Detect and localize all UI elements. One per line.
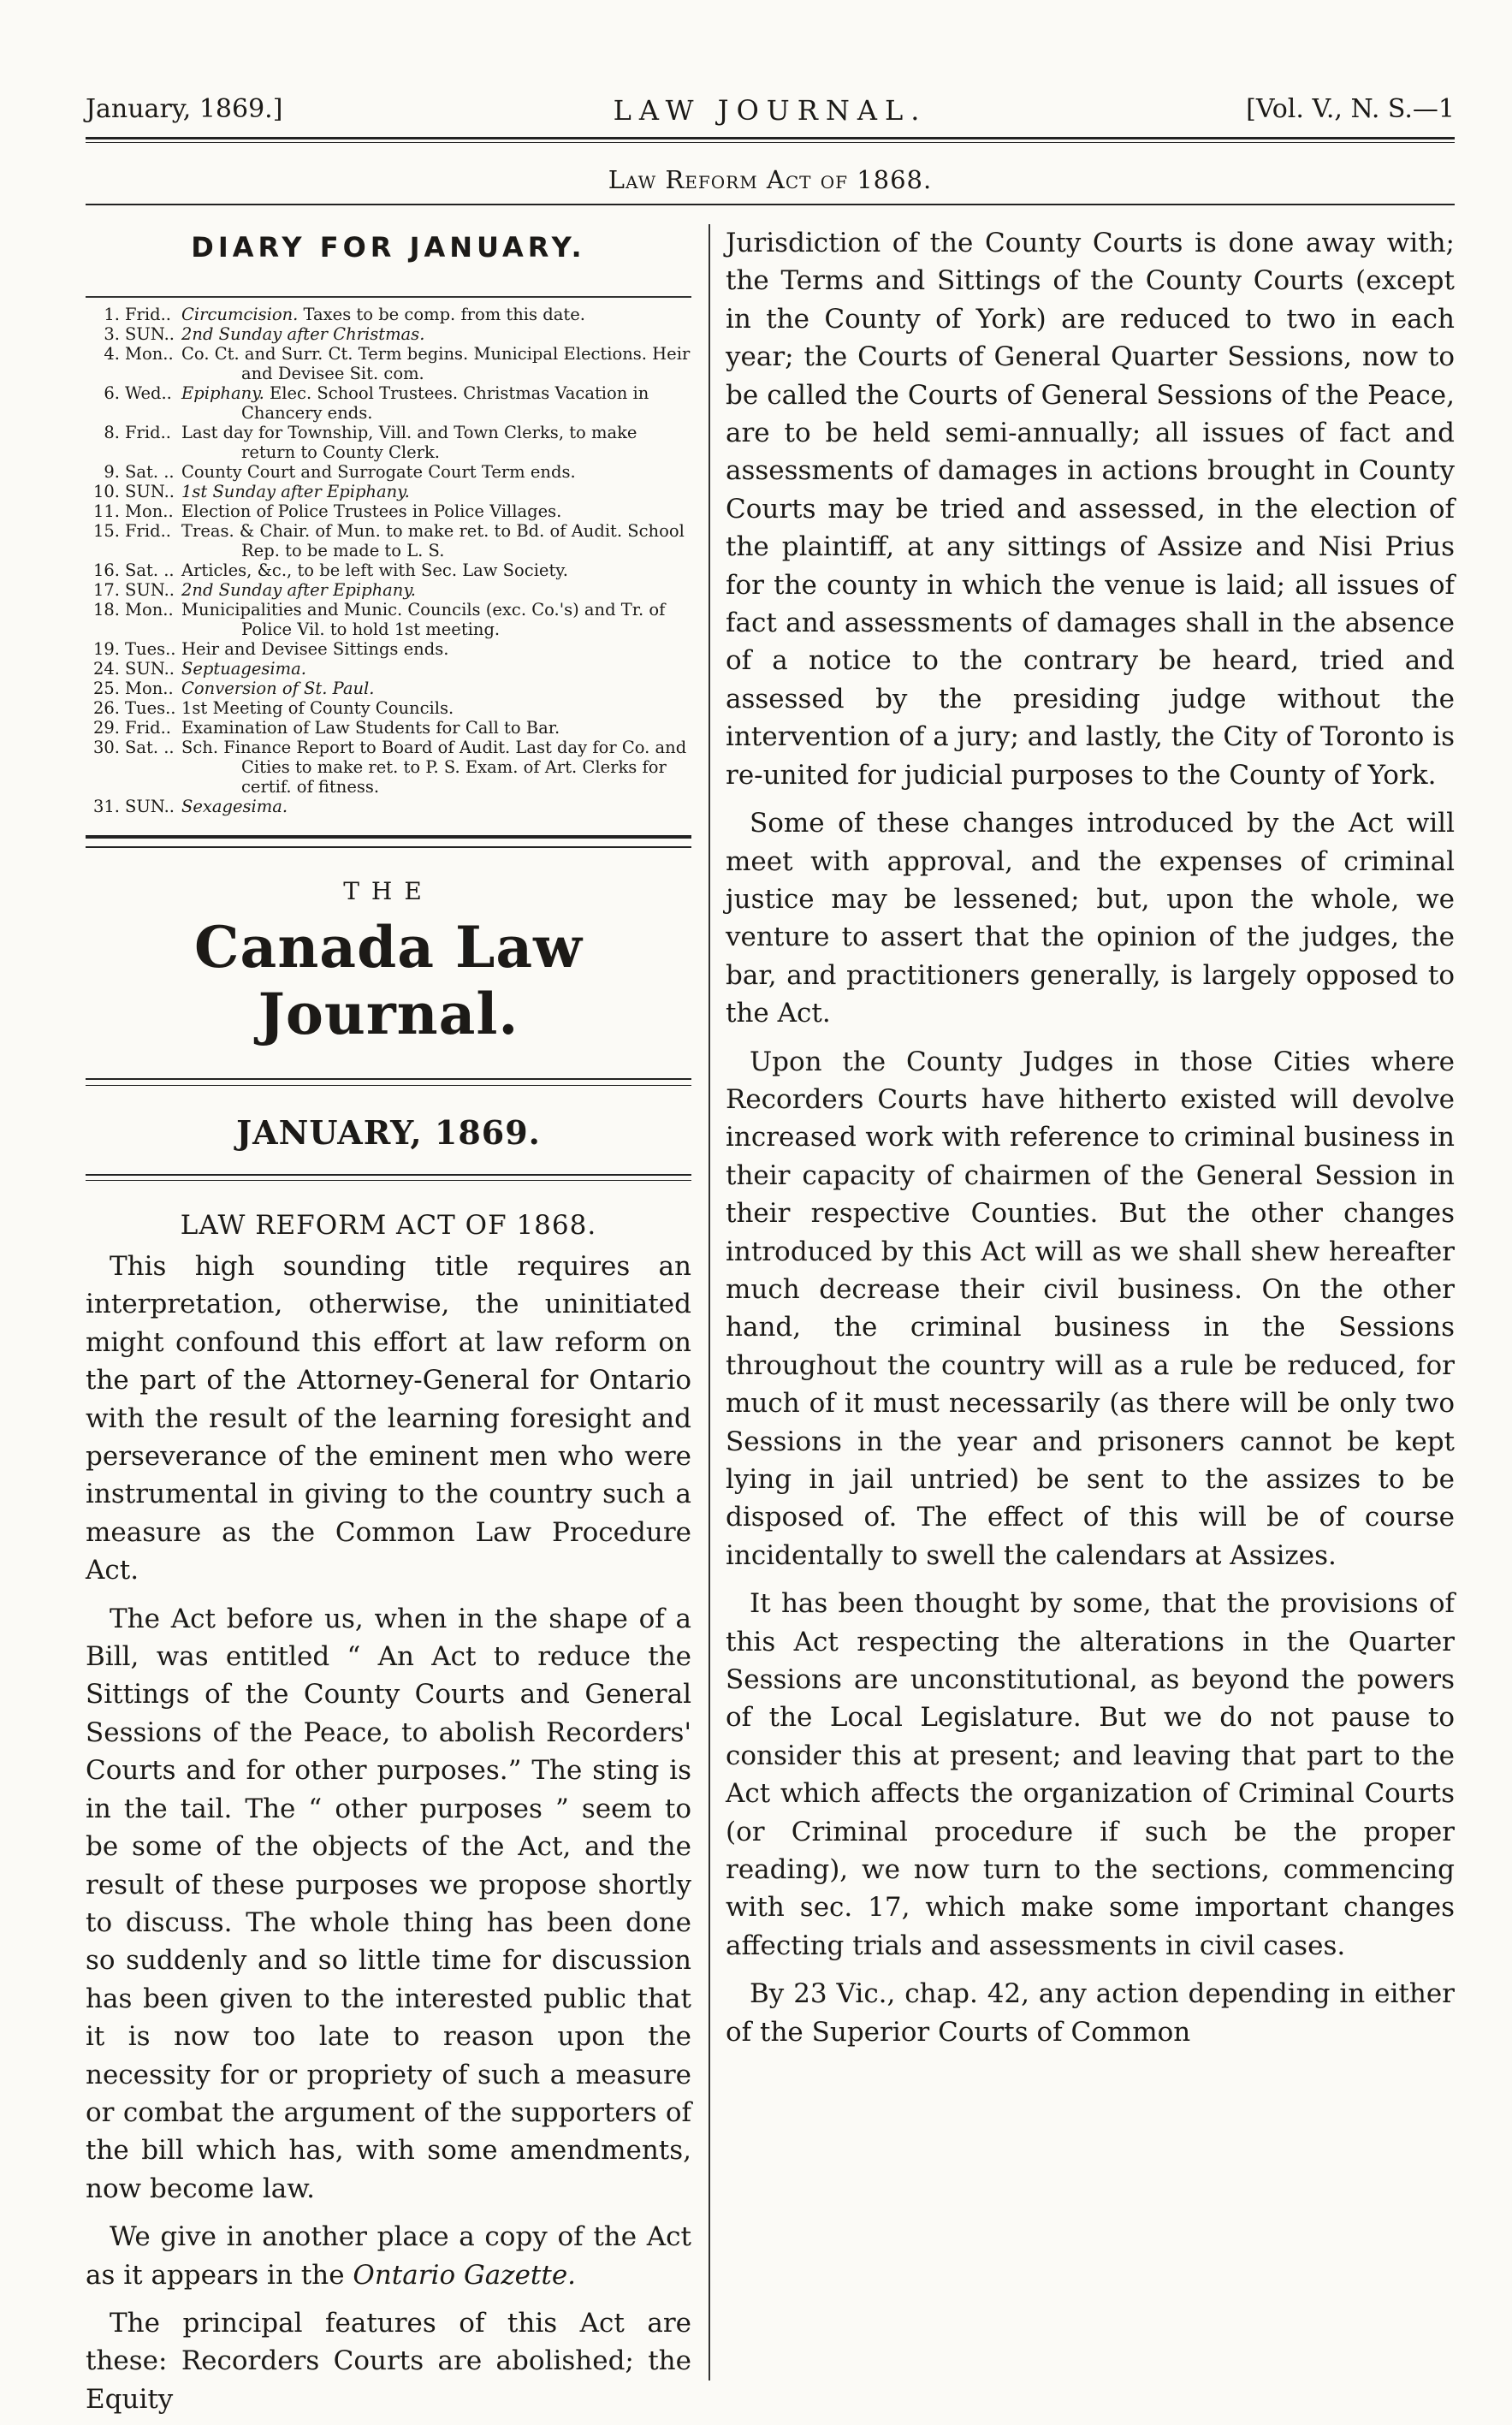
diary-day-number: 11. — [92, 501, 120, 521]
diary-entry — [86, 659, 691, 679]
diary-day-number: 6. — [104, 383, 120, 403]
diary-day-number: 17. — [92, 580, 120, 600]
diary-entry — [86, 482, 691, 501]
diary-entry — [86, 639, 691, 659]
paragraph: Jurisdiction of the County Courts is done away with; the Terms and Sittings of the County Courts (except in the County of York) are reduced to two in each year; the Courts of General Quarter Sessions, now to be called the Courts of General Sessions of the Peace, are to be held semi-annually; all issues of fact and assessments of damages in actions brought in County Courts may be tried and assessed, in the election of the plaintiff, at any sittings of Assize and Nisi Prius for the county in which the venue is laid; all issues of fact and assessments of damages shall in the absence of a notice to the contrary be heard, tried and assessed by the presiding judge without the intervention of a jury; and lastly, the City of Toronto is re-united for judicial purposes to the County of York. — [726, 228, 1455, 791]
diary-entry — [86, 580, 691, 600]
journal-page — [86, 0, 1455, 2425]
diary-event: Sexagesima. — [181, 797, 288, 816]
paragraph-text: We give in another place a copy of the Act as it appears in the — [86, 2221, 691, 2291]
diary-day-number: 29. — [92, 718, 120, 738]
diary-weekday: Mon.. — [125, 600, 174, 620]
diary-event: Heir and Devisee Sittings ends. — [181, 639, 449, 659]
journal-name: LAW JOURNAL. — [613, 94, 928, 127]
diary-day-number: 3. — [104, 324, 120, 344]
diary-weekday: Mon.. — [125, 501, 174, 521]
diary-day-number: 8. — [104, 423, 120, 442]
paragraph: The Act before us, when in the shape of a Bill, was entitled “ An Act to reduce the Sittings of the County Courts and General Sessions of the Peace, to abolish Recorders' Courts and for other purposes.” The sting is in the tail. The “ other purposes ” seem to be some of the objects of the Act, and the result of these purposes we propose shortly to discuss. The whole thing has been done so suddenly and so little time for discussion has been given to the interested public that it is now too late to reason upon the necessity for or propriety of such a measure or combat the argument of the supporters of the bill which has, with some amendments, now become law. — [86, 1603, 691, 2204]
masthead-the: THE — [343, 877, 434, 905]
diary-event: 2nd Sunday after Epiphany. — [181, 580, 416, 600]
diary-entry — [86, 305, 691, 324]
diary-weekday: Frid.. — [125, 718, 171, 738]
diary-event: Municipalities and Munic. Councils (exc. Co.'s) and Tr. of Police Vil. to hold 1st meeting. — [181, 600, 666, 639]
diary-weekday: SUN.. — [125, 659, 175, 679]
diary-title: DIARY FOR JANUARY. — [191, 231, 586, 264]
diary-day-number: 10. — [92, 482, 120, 501]
diary-event: Epiphany. Elec. School Trustees. Christmas Vacation in Chancery ends. — [181, 383, 649, 423]
diary-entry — [86, 501, 691, 521]
diary-weekday: Mon.. — [125, 679, 174, 698]
diary-entry — [86, 383, 691, 423]
gazette-name: Ontario Gazette. — [353, 2259, 577, 2291]
diary-event: Examination of Law Students for Call to Bar. — [181, 718, 560, 738]
masthead-title: Canada Law Journal. — [194, 914, 583, 1047]
diary-entry — [86, 423, 691, 462]
diary-event: County Court and Surrogate Court Term ends. — [181, 462, 576, 482]
section-rule — [86, 204, 1455, 205]
diary-day-number: 26. — [92, 698, 120, 718]
diary-weekday: Tues.. — [125, 698, 176, 718]
diary-entry — [86, 560, 691, 580]
diary-weekday: SUN.. — [125, 482, 175, 501]
diary-weekday: Sat. .. — [125, 738, 175, 757]
diary-weekday: Frid.. — [125, 423, 171, 442]
diary-weekday: SUN.. — [125, 324, 175, 344]
diary-day-number: 9. — [104, 462, 120, 482]
diary-day-number: 19. — [92, 639, 120, 659]
diary-weekday: SUN.. — [125, 580, 175, 600]
paragraph: The principal features of this Act are these: Recorders Courts are abolished; the Equity — [86, 2307, 691, 2415]
right-column — [726, 224, 1455, 2051]
paragraph: Upon the County Judges in those Cities where Recorders Courts have hitherto existed will devolve increased work with reference to criminal business in their capacity of chairmen of the General Session in their respective Counties. But the other changes introduced by this Act will as we shall shew hereafter much decrease their civil business. On the other hand, the criminal business in the Sessions throughout the country will as a rule be reduced, for much of it must necessarily (as there will be only two Sessions in the year and prisoners cannot be kept lying in jail untried) be sent to the assizes to be disposed of. The effect of this will be of course incidentally to swell the calendars at Assizes. — [726, 1046, 1455, 1571]
paragraph: By 23 Vic., chap. 42, any action depending in either of the Superior Courts of Common — [726, 1978, 1455, 2048]
diary-list — [86, 296, 691, 816]
diary-event: Circumcision. Taxes to be comp. from this date. — [181, 305, 585, 324]
diary-day-number: 24. — [92, 659, 120, 679]
diary-entry — [86, 324, 691, 344]
diary-entry — [86, 462, 691, 482]
left-column — [86, 224, 691, 2418]
running-header — [86, 94, 1455, 137]
diary-event: Co. Ct. and Surr. Ct. Term begins. Municipal Elections. Heir and Devisee Sit. com. — [181, 344, 691, 383]
diary-entry — [86, 679, 691, 698]
diary-weekday: Frid.. — [125, 521, 171, 541]
diary-entry — [86, 738, 691, 797]
diary-weekday: Frid.. — [125, 305, 171, 324]
diary-feast: Circumcision. — [181, 305, 299, 324]
diary-event: Septuagesima. — [181, 659, 306, 679]
diary-entry — [86, 600, 691, 639]
diary-event: 2nd Sunday after Christmas. — [181, 324, 425, 344]
paragraph: It has been thought by some, that the provisions of this Act respecting the alterations in the Quarter Sessions are unconstitutional, as beyond the powers of the Local Legislature. But we do not pause to consider this at present; and leaving that part to the Act which affects the organization of Criminal Courts (or Criminal procedure if such be the proper reading), we now turn to the sections, commencing with sec. 17, which make some important changes affecting trials and assessments in civil cases. — [726, 1588, 1455, 1961]
diary-event: Treas. & Chair. of Mun. to make ret. to Bd. of Audit. School Rep. to be made to L. S. — [181, 521, 685, 560]
diary-event: Sch. Finance Report to Board of Audit. Last day for Co. and Cities to make ret. to P. S. Exam. of Art. Clerks for certif. of fitness. — [181, 738, 687, 797]
diary-entry — [86, 344, 691, 383]
diary-day-number: 16. — [92, 560, 120, 580]
issue-rule — [86, 1174, 691, 1181]
diary-weekday: Mon.. — [125, 344, 174, 364]
diary-entry — [86, 797, 691, 816]
diary-entry — [86, 521, 691, 560]
diary-event: 1st Sunday after Epiphany. — [181, 482, 410, 501]
issue-date: JANUARY, 1869. — [236, 1113, 541, 1152]
diary-day-number: 25. — [92, 679, 120, 698]
diary-weekday: Sat. .. — [125, 462, 175, 482]
diary-entry — [86, 698, 691, 718]
diary-rule — [86, 835, 691, 848]
paragraph: Some of these changes introduced by the Act will meet with approval, and the expenses of criminal justice may be lessened; but, upon the whole, we venture to assert that the opinion of the judges, the bar, and practitioners generally, is largely opposed to the Act. — [726, 808, 1455, 1029]
diary-day-number: 4. — [104, 344, 120, 364]
diary-event: Conversion of St. Paul. — [181, 679, 375, 698]
column-divider — [709, 224, 710, 2381]
header-date: January, 1869.] — [86, 94, 283, 124]
header-rule — [86, 137, 1455, 143]
diary-weekday: SUN.. — [125, 797, 175, 816]
diary-day-number: 1. — [104, 305, 120, 324]
diary-event: 1st Meeting of County Councils. — [181, 698, 454, 718]
diary-event: Last day for Township, Vill. and Town Clerks, to make return to County Clerk. — [181, 423, 637, 462]
diary-event: Election of Police Trustees in Police Villages. — [181, 501, 562, 521]
diary-day-number: 18. — [92, 600, 120, 620]
diary-day-number: 15. — [92, 521, 120, 541]
section-heading: Law Reform Act of 1868. — [608, 165, 933, 194]
diary-weekday: Tues.. — [125, 639, 176, 659]
paragraph: This high sounding title requires an interpretation, otherwise, the uninitiated might confound this effort at law reform on the part of the Attorney-General for Ontario with the result of the learning foresight and perseverance of the eminent men who were instrumental in giving to the country such a measure as the Common Law Procedure Act. — [86, 1251, 691, 1586]
paragraph — [86, 2218, 691, 2294]
diary-feast: Epiphany. — [181, 383, 264, 403]
diary-entry — [86, 718, 691, 738]
diary-weekday: Sat. .. — [125, 560, 175, 580]
header-volume: [Vol. V., N. S.—1 — [1246, 94, 1455, 124]
masthead-rule — [86, 1078, 691, 1086]
diary-weekday: Wed.. — [125, 383, 172, 403]
diary-event: Articles, &c., to be left with Sec. Law Society. — [181, 560, 568, 580]
article-title: LAW REFORM ACT OF 1868. — [180, 1210, 597, 1241]
diary-day-number: 30. — [92, 738, 120, 757]
diary-day-number: 31. — [92, 797, 120, 816]
